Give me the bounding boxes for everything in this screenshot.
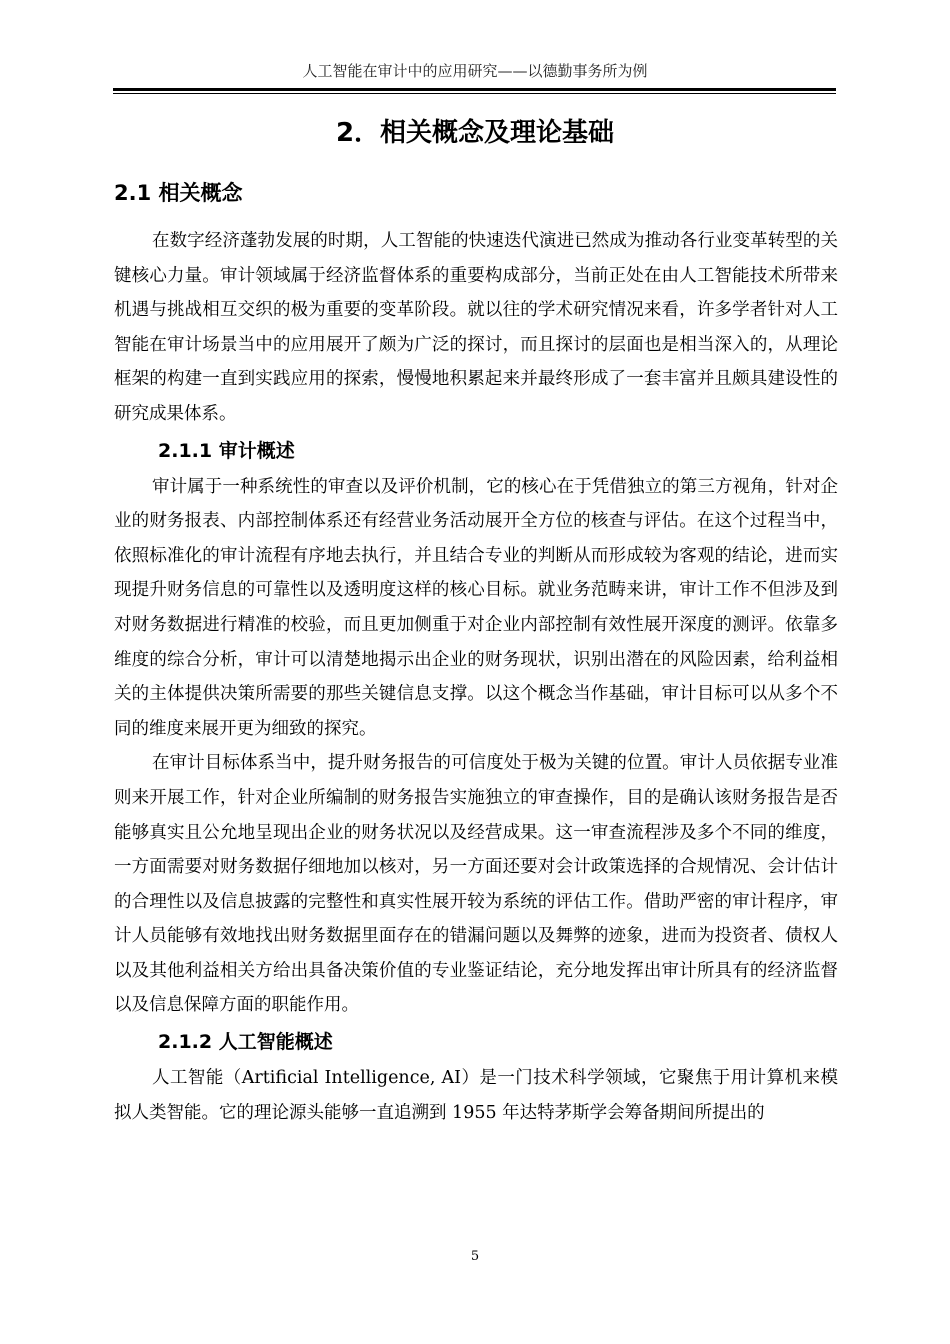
section-heading-2-1: 2.1 相关概念	[114, 181, 243, 205]
section-heading-2-1-2: 2.1.2 人工智能概述	[158, 1031, 333, 1054]
running-header: 人工智能在审计中的应用研究——以德勤事务所为例	[302, 62, 648, 80]
header-rule-thin	[113, 93, 836, 94]
paragraph-2-1: 在数字经济蓬勃发展的时期，人工智能的快速迭代演进已然成为推动各行业变革转型的关键核心力量。审计领域属于经济监督体系的重要构成部分，当前正处在由人工智能技术所带来机遇与挑战相互交织的极为重要的变革阶段。就以往的学术研究情况来看，许多学者针对人工智能在审计场景当中的应用展开了颇为广泛的探讨，而且探讨的层面也是相当深入的，从理论框架的构建一直到实践应用的探索，慢慢地积累起来并最终形成了一套丰富并且颇具建设性的研究成果体系。	[114, 231, 838, 424]
header-rule-thick	[113, 88, 836, 91]
section-heading-2-1-1: 2.1.1 审计概述	[158, 439, 295, 462]
page-number: 5	[470, 1249, 480, 1264]
paragraph-2-1-2: 人工智能（Artificial Intelligence, AI）是一门技术科学领域，它聚焦于用计算机来模拟人类智能。它的理论源头能够一直追溯到 1955 年达特茅斯学会筹备期间所提出的	[114, 1068, 838, 1123]
document-body	[114, 176, 838, 1130]
paragraph-2-1-1-a: 审计属于一种系统性的审查以及评价机制，它的核心在于凭借独立的第三方视角，针对企业的财务报表、内部控制体系还有经营业务活动展开全方位的核查与评估。在这个过程当中，依照标准化的审计流程有序地去执行，并且结合专业的判断从而形成较为客观的结论，进而实现提升财务信息的可靠性以及透明度这样的核心目标。就业务范畴来讲，审计工作不但涉及到对财务数据进行精准的校验，而且更加侧重于对企业内部控制有效性展开深度的测评。依靠多维度的综合分析，审计可以清楚地揭示出企业的财务现状，识别出潜在的风险因素，给利益相关的主体提供决策所需要的那些关键信息支撑。以这个概念当作基础，审计目标可以从多个不同的维度来展开更为细致的探究。	[114, 476, 838, 739]
paragraph-2-1-1-b: 在审计目标体系当中，提升财务报告的可信度处于极为关键的位置。审计人员依据专业准则来开展工作，针对企业所编制的财务报告实施独立的审查操作，目的是确认该财务报告是否能够真实且公允地呈现出企业的财务状况以及经营成果。这一审查流程涉及多个不同的维度，一方面需要对财务数据仔细地加以核对，另一方面还要对会计政策选择的合规情况、会计估计的合理性以及信息披露的完整性和真实性展开较为系统的评估工作。借助严密的审计程序，审计人员能够有效地找出财务数据里面存在的错漏问题以及舞弊的迹象，进而为投资者、债权人以及其他利益相关方给出具备决策价值的专业鉴证结论，充分地发挥出审计所具有的经济监督以及信息保障方面的职能作用。	[114, 753, 838, 1016]
chapter-title: 2．相关概念及理论基础	[335, 118, 615, 148]
